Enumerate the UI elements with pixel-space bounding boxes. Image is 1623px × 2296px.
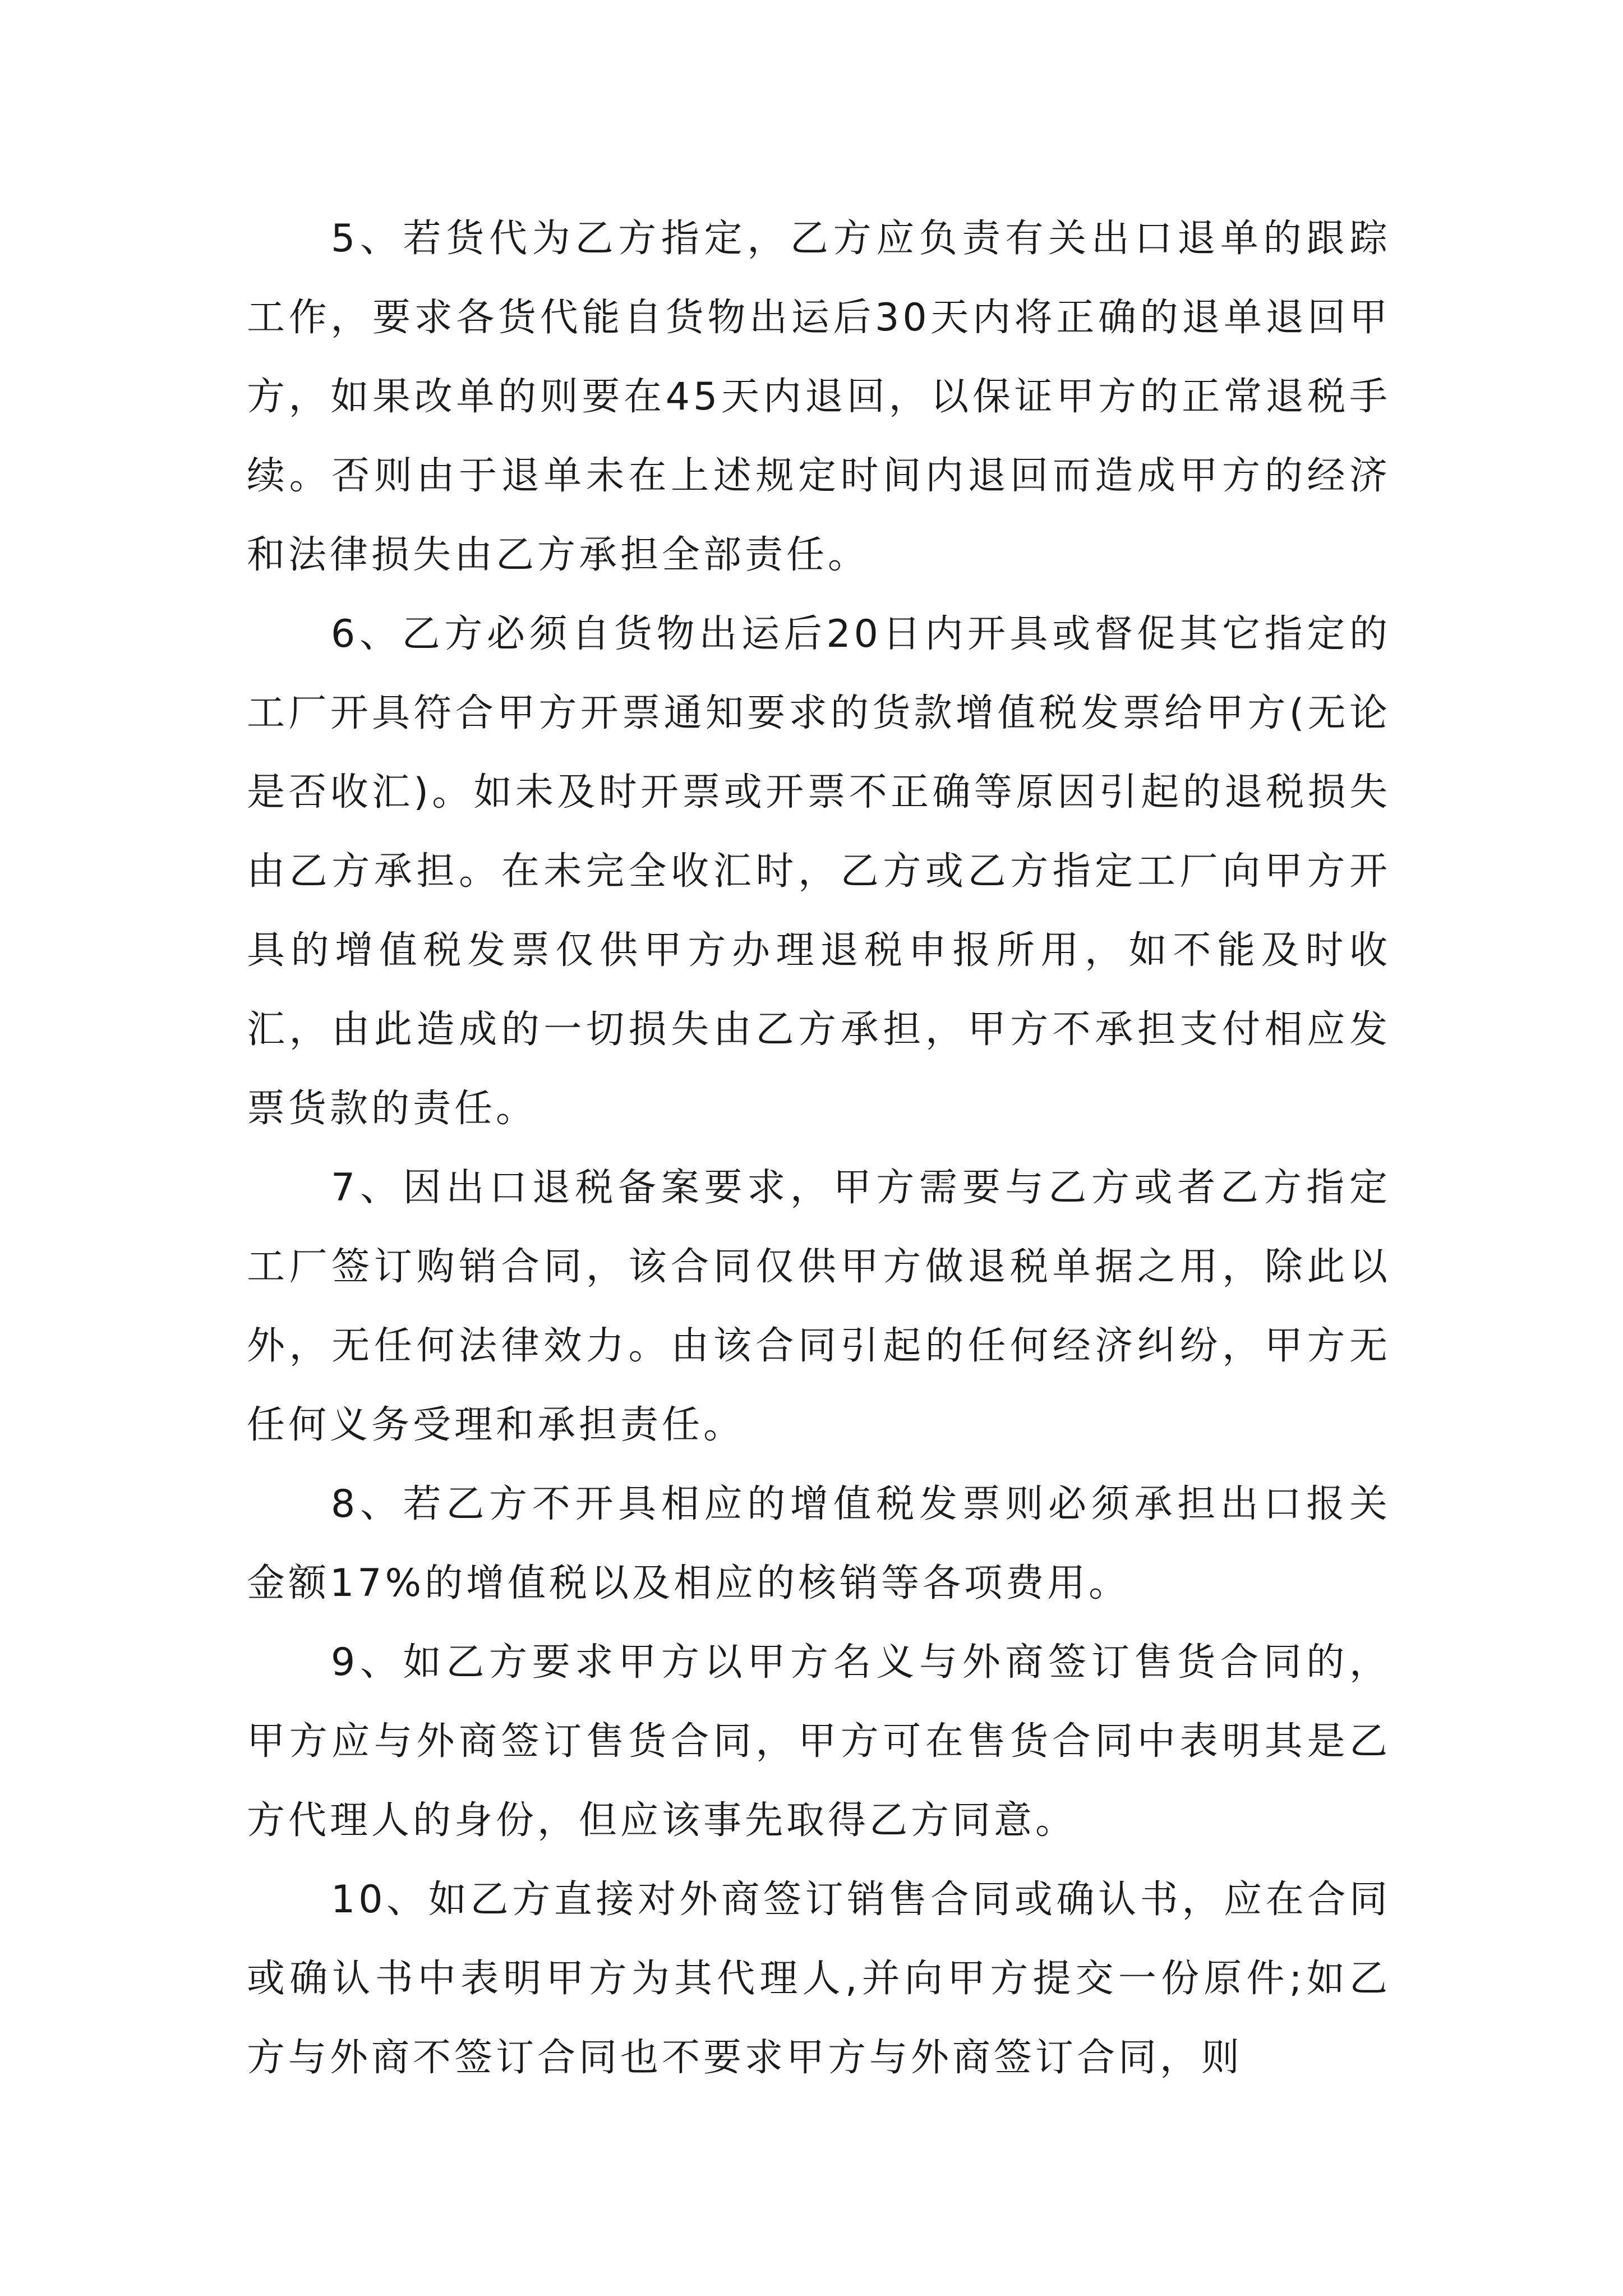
document-body bbox=[247, 199, 1391, 2097]
clause-8-paragraph: 8、若乙方不开具相应的增值税发票则必须承担出口报关金额17%的增值税以及相应的核销等各项费用。 bbox=[247, 1482, 1391, 1605]
clause-9-paragraph: 9、如乙方要求甲方以甲方名义与外商签订售货合同的，甲方应与外商签订售货合同，甲方可在售货合同中表明其是乙方代理人的身份，但应该事先取得乙方同意。 bbox=[247, 1640, 1391, 1843]
clause-6-paragraph: 6、乙方必须自货物出运后20日内开具或督促其它指定的工厂开具符合甲方开票通知要求的货款增值税发票给甲方(无论是否收汇)。如未及时开票或开票不正确等原因引起的退税损失由乙方承担。在未完全收汇时，乙方或乙方指定工厂向甲方开具的增值税发票仅供甲方办理退税申报所用，如不能及时收汇，由此造成的一切损失由乙方承担，甲方不承担支付相应发票货款的责任。 bbox=[247, 612, 1391, 1131]
clause-10-paragraph: 10、如乙方直接对外商签订销售合同或确认书，应在合同或确认书中表明甲方为其代理人,并向甲方提交一份原件;如乙方与外商不签订合同也不要求甲方与外商签订合同，则 bbox=[247, 1878, 1391, 2080]
clause-7-paragraph: 7、因出口退税备案要求，甲方需要与乙方或者乙方指定工厂签订购销合同，该合同仅供甲方做退税单据之用，除此以外，无任何法律效力。由该合同引起的任何经济纠纷，甲方无任何义务受理和承担责任。 bbox=[247, 1166, 1391, 1447]
clause-5-paragraph: 5、若货代为乙方指定，乙方应负责有关出口退单的跟踪工作，要求各货代能自货物出运后30天内将正确的退单退回甲方，如果改单的则要在45天内退回，以保证甲方的正常退税手续。否则由于退单未在上述规定时间内退回而造成甲方的经济和法律损失由乙方承担全部责任。 bbox=[247, 217, 1391, 577]
